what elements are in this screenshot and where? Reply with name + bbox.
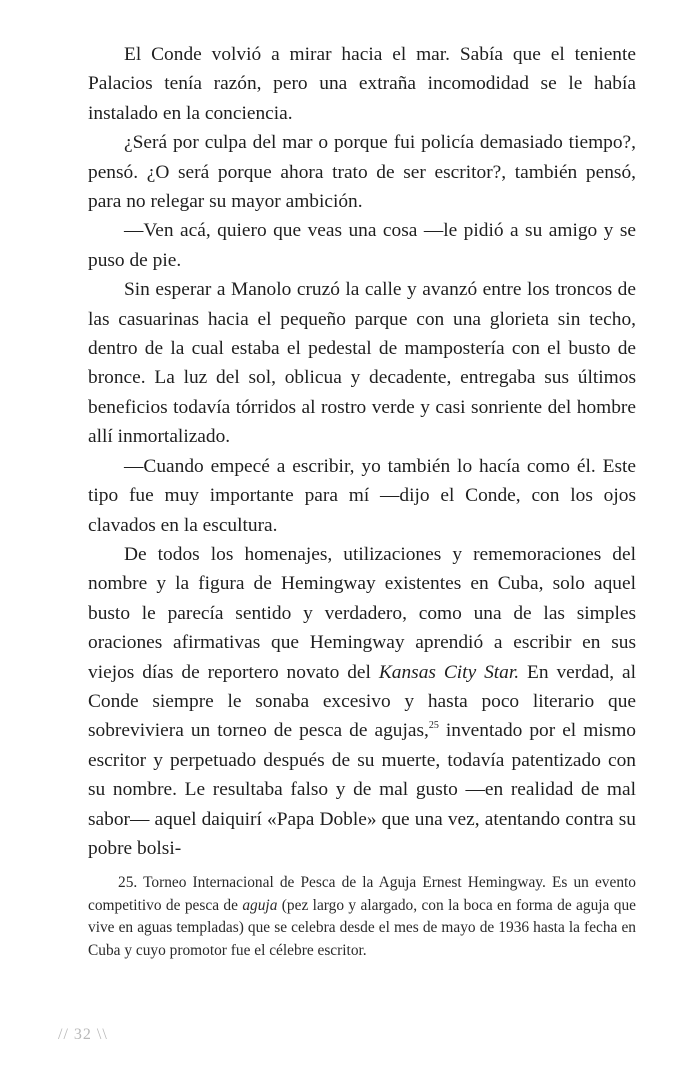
- footnote-part-b: (pez largo y alargado, con la boca en forma de aguja que vive en aguas templadas) que se celebra desde el mes de mayo de 1936 hasta la fecha en Cuba y cuyo promotor fue el célebre escritor.: [88, 896, 636, 959]
- main-text: [88, 40, 636, 863]
- footnote-reference[interactable]: 25: [428, 720, 439, 732]
- paragraph-6-part-c: inventado por el mismo escritor y perpetuado después de su muerte, todavía patentizado con su nombre. Le resultaba falso y de mal gusto —en realidad de mal sabor— aquel daiquirí «Papa Doble» que una vez, atentando contra su pobre bolsi-: [88, 720, 636, 859]
- footnote: [88, 872, 636, 962]
- page-number: // 32 \\: [58, 1026, 108, 1043]
- paragraph-1: El Conde volvió a mirar hacia el mar. Sabía que el teniente Palacios tenía razón, pero una extraña incomodidad se le había instalado en la conciencia.: [88, 44, 636, 124]
- paragraph-2: ¿Será por culpa del mar o porque fui policía demasiado tiempo?, pensó. ¿O será porque ahora trato de ser escritor?, también pensó, para no relegar su mayor ambición.: [88, 132, 636, 213]
- paragraph-3: —Ven acá, quiero que veas una cosa —le pidió a su amigo y se puso de pie.: [88, 220, 636, 271]
- paragraph-6: [88, 540, 636, 863]
- paragraph-4: Sin esperar a Manolo cruzó la calle y avanzó entre los troncos de las casuarinas hacia el pequeño parque con una glorieta sin techo, dentro de la cual estaba el pedestal de mampostería con el busto de bronce. La luz del sol, oblicua y decadente, entregaba sus últimos beneficios todavía tórridos al rostro verde y casi sonriente del hombre allí inmortalizado.: [88, 279, 636, 448]
- paragraph-6-part-a: De todos los homenajes, utilizaciones y rememoraciones del nombre y la figura de Hemingway existentes en Cuba, solo aquel busto le parecía sentido y verdadero, como una de las simples oraciones afirmativas que Hemingway aprendió a escribir en sus viejos días de reportero novato del: [88, 543, 636, 683]
- newspaper-title: Kansas City Star.: [378, 661, 520, 683]
- footnote-italic-term: aguja: [242, 896, 278, 914]
- paragraph-6-part-b: En verdad, al Conde siempre le sonaba excesivo y hasta poco literario que sobreviviera un torneo de pesca de agujas,: [88, 661, 636, 742]
- footnote-part-a: 25. Torneo Internacional de Pesca de la Aguja Ernest Hemingway. Es un evento competitivo de pesca de: [88, 874, 636, 914]
- paragraph-5: —Cuando empecé a escribir, yo también lo hacía como él. Este tipo fue muy importante para mí —dijo el Conde, con los ojos clavados en la escultura.: [88, 455, 636, 536]
- footnote-text: [88, 872, 636, 962]
